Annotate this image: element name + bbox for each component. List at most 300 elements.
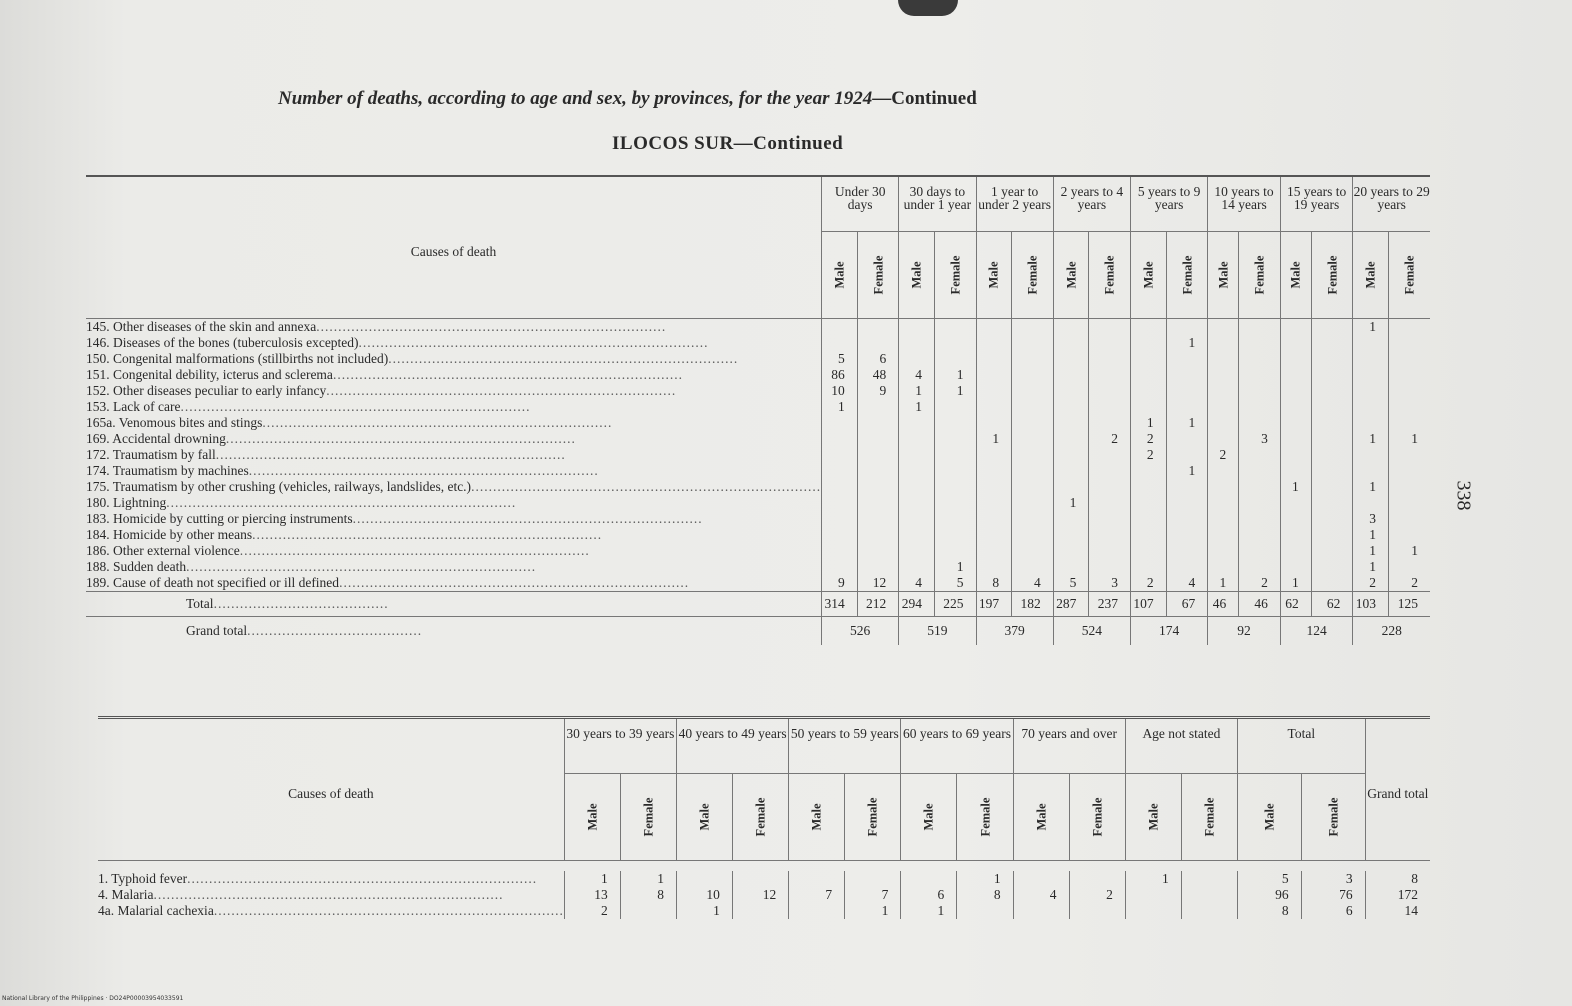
cause-label: 4. Malaria: [98, 887, 154, 902]
value-cell: [1389, 399, 1430, 415]
value-cell: [822, 559, 858, 575]
value-cell: [1131, 559, 1167, 575]
male-header: [1131, 232, 1167, 319]
female-header: [845, 774, 901, 861]
value-cell: [1012, 527, 1054, 543]
value-cell: [1131, 511, 1167, 527]
deaths-table-upper: [86, 175, 1430, 645]
value-cell: [1166, 399, 1208, 415]
spacer-row: [98, 861, 1430, 872]
cause-label: 153. Lack of care: [86, 399, 181, 414]
value-cell: [1353, 447, 1389, 463]
value-cell: [899, 319, 935, 336]
age-group-header-row: [98, 718, 1430, 774]
value-cell: [1053, 527, 1089, 543]
value-cell: 1: [1131, 415, 1167, 431]
value-cell: [1311, 399, 1353, 415]
value-cell: [976, 479, 1012, 495]
value-cell: [934, 415, 976, 431]
value-cell: 1: [899, 399, 935, 415]
sex-label: Male: [1146, 803, 1161, 831]
value-cell: [976, 399, 1012, 415]
value-cell: [976, 319, 1012, 336]
cause-label: 175. Traumatism by other crushing (vehicles, railways, landslides, etc.): [86, 479, 472, 494]
grand-total-row: [86, 617, 1430, 646]
grand-total-cell: 14: [1365, 903, 1430, 919]
cause-cell: [86, 559, 822, 575]
value-cell: [857, 447, 899, 463]
value-cell: [822, 543, 858, 559]
value-cell: 1: [822, 399, 858, 415]
value-cell: 1: [1389, 543, 1430, 559]
value-cell: 12: [857, 575, 899, 592]
table-row: [86, 399, 1430, 415]
cause-label: 169. Accidental drowning: [86, 431, 226, 446]
value-cell: 6: [857, 351, 899, 367]
value-cell: 1: [1353, 479, 1389, 495]
dot-leader: ................................................................................: [388, 351, 739, 366]
dot-leader: ........................................: [247, 623, 423, 638]
value-cell: [1131, 399, 1167, 415]
dot-leader: ................................................................................: [180, 399, 531, 414]
value-cell: [1280, 447, 1311, 463]
value-cell: [822, 447, 858, 463]
sex-label: Male: [986, 261, 1001, 289]
value-cell: [1166, 543, 1208, 559]
value-cell: [857, 415, 899, 431]
sex-label: Female: [1402, 255, 1417, 295]
sex-label: Female: [871, 255, 885, 295]
value-cell: 96: [1238, 887, 1302, 903]
archive-footer: National Library of the Philippines · DO24P00003954033591: [2, 995, 184, 1002]
value-cell: [1012, 559, 1054, 575]
cause-label: 174. Traumatism by machines: [86, 463, 249, 478]
value-cell: [857, 463, 899, 479]
value-cell: [934, 335, 976, 351]
table-row: [86, 511, 1430, 527]
sex-label: Male: [1034, 803, 1049, 831]
value-cell: [1053, 335, 1089, 351]
value-cell: [1131, 319, 1167, 336]
value-cell: [1012, 479, 1054, 495]
value-cell: 10: [822, 383, 858, 399]
value-cell: [1131, 383, 1167, 399]
dot-leader: ................................................................................: [332, 367, 683, 382]
value-cell: 2: [1239, 575, 1281, 592]
value-cell: [1208, 559, 1239, 575]
value-cell: [1239, 447, 1281, 463]
value-cell: 2: [1353, 575, 1389, 592]
value-cell: [1239, 335, 1281, 351]
sex-label: Male: [585, 803, 600, 831]
value-cell: [1166, 527, 1208, 543]
value-cell: [1131, 495, 1167, 511]
value-cell: 3: [1089, 575, 1131, 592]
age-group-header: 30 days to under 1 year: [899, 176, 976, 232]
sex-label: Female: [1326, 797, 1341, 837]
value-cell: [1089, 543, 1131, 559]
value-cell: 1: [1125, 871, 1181, 887]
table-row: [86, 319, 1430, 336]
value-cell: 1: [1353, 527, 1389, 543]
female-header: [857, 232, 899, 319]
grand-total-cell: 228: [1353, 617, 1430, 646]
value-cell: 1: [1053, 495, 1089, 511]
value-cell: [1389, 335, 1430, 351]
total-cell: 287: [1053, 592, 1089, 617]
total-cell: 62: [1280, 592, 1311, 617]
female-header: [1012, 232, 1054, 319]
age-group-header: 70 years and over: [1013, 718, 1125, 774]
value-cell: [1131, 543, 1167, 559]
value-cell: [857, 431, 899, 447]
value-cell: [934, 511, 976, 527]
sex-label: Male: [832, 261, 847, 289]
sex-label: Male: [1216, 261, 1231, 289]
cause-cell: [86, 543, 822, 559]
value-cell: [1053, 399, 1089, 415]
female-header: [1069, 774, 1125, 861]
value-cell: [1239, 527, 1281, 543]
value-cell: [1353, 415, 1389, 431]
cause-cell: [86, 495, 822, 511]
cause-label: 172. Traumatism by fall: [86, 447, 216, 462]
cause-label: 184. Homicide by other means: [86, 527, 253, 542]
value-cell: [1353, 351, 1389, 367]
value-cell: [899, 431, 935, 447]
value-cell: [1280, 367, 1311, 383]
value-cell: [857, 543, 899, 559]
sex-label: Female: [1252, 255, 1267, 295]
value-cell: [1053, 367, 1089, 383]
table-row: [86, 431, 1430, 447]
value-cell: [934, 495, 976, 511]
value-cell: [1280, 463, 1311, 479]
value-cell: [1239, 367, 1281, 383]
age-group-header-row: [86, 176, 1430, 232]
age-group-header: 15 years to 19 years: [1280, 176, 1353, 232]
value-cell: [1353, 335, 1389, 351]
value-cell: 1: [677, 903, 733, 919]
value-cell: [1280, 351, 1311, 367]
sex-label: Male: [1064, 261, 1079, 289]
cause-label: 186. Other external violence: [86, 543, 240, 558]
dot-leader: ................................................................................: [166, 495, 517, 510]
sex-label: Female: [1202, 797, 1217, 837]
dot-leader: ................................................................................: [225, 431, 576, 446]
value-cell: [1239, 383, 1281, 399]
value-cell: [1131, 335, 1167, 351]
value-cell: [1389, 415, 1430, 431]
value-cell: 2: [1208, 447, 1239, 463]
value-cell: [1089, 527, 1131, 543]
sex-label: Female: [1102, 255, 1117, 295]
value-cell: [857, 511, 899, 527]
grand-total-header: Grand total: [1365, 718, 1430, 861]
table-row: [86, 447, 1430, 463]
cause-cell: [86, 367, 822, 383]
value-cell: [822, 495, 858, 511]
value-cell: 2: [1131, 575, 1167, 592]
value-cell: [1311, 495, 1353, 511]
cause-cell: [86, 383, 822, 399]
value-cell: [1311, 335, 1353, 351]
value-cell: [1239, 415, 1281, 431]
value-cell: [1166, 431, 1208, 447]
value-cell: 4: [899, 575, 935, 592]
table-row: [86, 479, 1430, 495]
value-cell: [1053, 511, 1089, 527]
value-cell: [1208, 399, 1239, 415]
value-cell: 13: [564, 887, 620, 903]
value-cell: [1280, 543, 1311, 559]
value-cell: [934, 527, 976, 543]
dot-leader: ................................................................................: [316, 319, 667, 334]
value-cell: [822, 511, 858, 527]
value-cell: [934, 463, 976, 479]
value-cell: [1053, 543, 1089, 559]
value-cell: 4: [1012, 575, 1054, 592]
value-cell: [1311, 575, 1353, 592]
value-cell: [1125, 887, 1181, 903]
value-cell: 1: [1166, 335, 1208, 351]
male-header: [822, 232, 858, 319]
sex-label: Female: [1025, 255, 1040, 295]
value-cell: [899, 447, 935, 463]
value-cell: [899, 479, 935, 495]
value-cell: 7: [845, 887, 901, 903]
value-cell: 48: [857, 367, 899, 383]
deaths-table-lower: [98, 716, 1430, 919]
cause-cell: [98, 871, 564, 887]
page-number: 338: [1452, 480, 1475, 511]
cause-cell: [86, 399, 822, 415]
value-cell: [976, 543, 1012, 559]
male-header: [1353, 232, 1389, 319]
value-cell: [1069, 871, 1125, 887]
male-header: [976, 232, 1012, 319]
value-cell: [976, 383, 1012, 399]
value-cell: [1166, 319, 1208, 336]
value-cell: [976, 367, 1012, 383]
table-row: [86, 527, 1430, 543]
dot-leader: ................................................................................: [358, 335, 709, 350]
value-cell: 1: [976, 431, 1012, 447]
grand-total-cell: 526: [822, 617, 899, 646]
female-header: [957, 774, 1013, 861]
value-cell: [1012, 319, 1054, 336]
value-cell: 8: [620, 887, 676, 903]
value-cell: 2: [1389, 575, 1430, 592]
value-cell: [1280, 319, 1311, 336]
value-cell: [857, 559, 899, 575]
dot-leader: ................................................................................: [262, 415, 613, 430]
value-cell: [1311, 431, 1353, 447]
value-cell: [1389, 351, 1430, 367]
dot-leader: ................................................................................: [215, 447, 566, 462]
value-cell: [1353, 399, 1389, 415]
value-cell: [1280, 415, 1311, 431]
value-cell: [1389, 463, 1430, 479]
value-cell: [1239, 559, 1281, 575]
sex-label: Female: [641, 797, 656, 837]
total-label-cell: [86, 592, 822, 617]
total-cell: 294: [899, 592, 935, 617]
age-group-header: 40 years to 49 years: [677, 718, 789, 774]
value-cell: [934, 319, 976, 336]
value-cell: [1353, 383, 1389, 399]
table-row: [86, 335, 1430, 351]
sex-label: Male: [921, 803, 936, 831]
value-cell: [789, 871, 845, 887]
binding-mark: [898, 0, 958, 16]
value-cell: [620, 903, 676, 919]
value-cell: [1131, 527, 1167, 543]
value-cell: 1: [1166, 415, 1208, 431]
value-cell: [1389, 383, 1430, 399]
male-header: [1125, 774, 1181, 861]
age-group-header: 5 years to 9 years: [1131, 176, 1208, 232]
sex-label: Male: [809, 803, 824, 831]
value-cell: [1166, 479, 1208, 495]
value-cell: [677, 871, 733, 887]
value-cell: [934, 431, 976, 447]
value-cell: [1311, 447, 1353, 463]
total-cell: 125: [1389, 592, 1430, 617]
value-cell: [1053, 319, 1089, 336]
value-cell: 6: [901, 887, 957, 903]
title-text: Number of deaths, according to age and sex, by provinces, for the year 1924: [278, 88, 873, 109]
sex-label: Male: [1141, 261, 1156, 289]
age-group-header: 10 years to 14 years: [1208, 176, 1281, 232]
value-cell: [1013, 871, 1069, 887]
value-cell: [899, 559, 935, 575]
value-cell: [899, 495, 935, 511]
value-cell: [1012, 351, 1054, 367]
sex-label: Female: [1090, 797, 1105, 837]
female-header: [1389, 232, 1430, 319]
value-cell: [1389, 559, 1430, 575]
value-cell: [1311, 351, 1353, 367]
value-cell: [789, 903, 845, 919]
table-row: [86, 367, 1430, 383]
value-cell: [1012, 463, 1054, 479]
table-row: [86, 463, 1430, 479]
cause-cell: [86, 479, 822, 495]
value-cell: [822, 479, 858, 495]
value-cell: [1239, 479, 1281, 495]
value-cell: [1089, 447, 1131, 463]
spacer-cell: [98, 861, 1430, 872]
value-cell: 1: [934, 367, 976, 383]
male-header: [677, 774, 733, 861]
value-cell: 2: [564, 903, 620, 919]
value-cell: [1166, 383, 1208, 399]
cause-cell: [98, 887, 564, 903]
female-header: [620, 774, 676, 861]
value-cell: [1089, 351, 1131, 367]
cause-label: 151. Congenital debility, icterus and sclerema: [86, 367, 333, 382]
value-cell: 2: [1069, 887, 1125, 903]
male-header: [899, 232, 935, 319]
value-cell: [1280, 511, 1311, 527]
dot-leader: ................................................................................: [471, 479, 822, 494]
value-cell: [1089, 319, 1131, 336]
value-cell: 8: [976, 575, 1012, 592]
sex-label: Female: [977, 797, 992, 837]
value-cell: [1166, 367, 1208, 383]
value-cell: [1012, 415, 1054, 431]
male-header: [901, 774, 957, 861]
table-row: [86, 495, 1430, 511]
value-cell: [976, 527, 1012, 543]
value-cell: [1208, 415, 1239, 431]
value-cell: [1280, 431, 1311, 447]
cause-label: 188. Sudden death: [86, 559, 187, 574]
value-cell: 8: [957, 887, 1013, 903]
value-cell: 5: [1238, 871, 1302, 887]
age-group-header: 50 years to 59 years: [789, 718, 901, 774]
value-cell: [732, 871, 788, 887]
value-cell: [1089, 559, 1131, 575]
total-cell: 197: [976, 592, 1012, 617]
value-cell: [822, 415, 858, 431]
value-cell: [1311, 463, 1353, 479]
male-header: [1280, 232, 1311, 319]
value-cell: 5: [1053, 575, 1089, 592]
value-cell: [934, 351, 976, 367]
value-cell: [1239, 399, 1281, 415]
value-cell: [1353, 463, 1389, 479]
sex-label: Male: [1288, 261, 1303, 289]
female-header: [934, 232, 976, 319]
table-row: [86, 559, 1430, 575]
male-header: [789, 774, 845, 861]
cause-cell: [98, 903, 564, 919]
sex-label: Female: [865, 797, 880, 837]
age-group-header: 30 years to 39 years: [564, 718, 676, 774]
value-cell: 8: [1238, 903, 1302, 919]
female-header: [1089, 232, 1131, 319]
sex-label: Male: [1363, 261, 1378, 289]
value-cell: [1089, 415, 1131, 431]
value-cell: [899, 415, 935, 431]
value-cell: 3: [1301, 871, 1365, 887]
value-cell: 1: [564, 871, 620, 887]
value-cell: 1: [934, 383, 976, 399]
dot-leader: ................................................................................: [248, 463, 599, 478]
value-cell: [1053, 351, 1089, 367]
male-header: [1238, 774, 1302, 861]
total-cell: 314: [822, 592, 858, 617]
cause-cell: [86, 575, 822, 592]
value-cell: [1389, 479, 1430, 495]
value-cell: [1053, 559, 1089, 575]
dot-leader: ................................................................................: [339, 575, 690, 590]
value-cell: 1: [1353, 559, 1389, 575]
value-cell: 1: [1280, 479, 1311, 495]
value-cell: [1181, 887, 1237, 903]
value-cell: [1280, 495, 1311, 511]
male-header: [564, 774, 620, 861]
sex-label: Female: [1179, 255, 1194, 295]
value-cell: [822, 527, 858, 543]
value-cell: [822, 463, 858, 479]
value-cell: [1166, 351, 1208, 367]
value-cell: 3: [1239, 431, 1281, 447]
female-header: [1311, 232, 1353, 319]
value-cell: [1389, 527, 1430, 543]
